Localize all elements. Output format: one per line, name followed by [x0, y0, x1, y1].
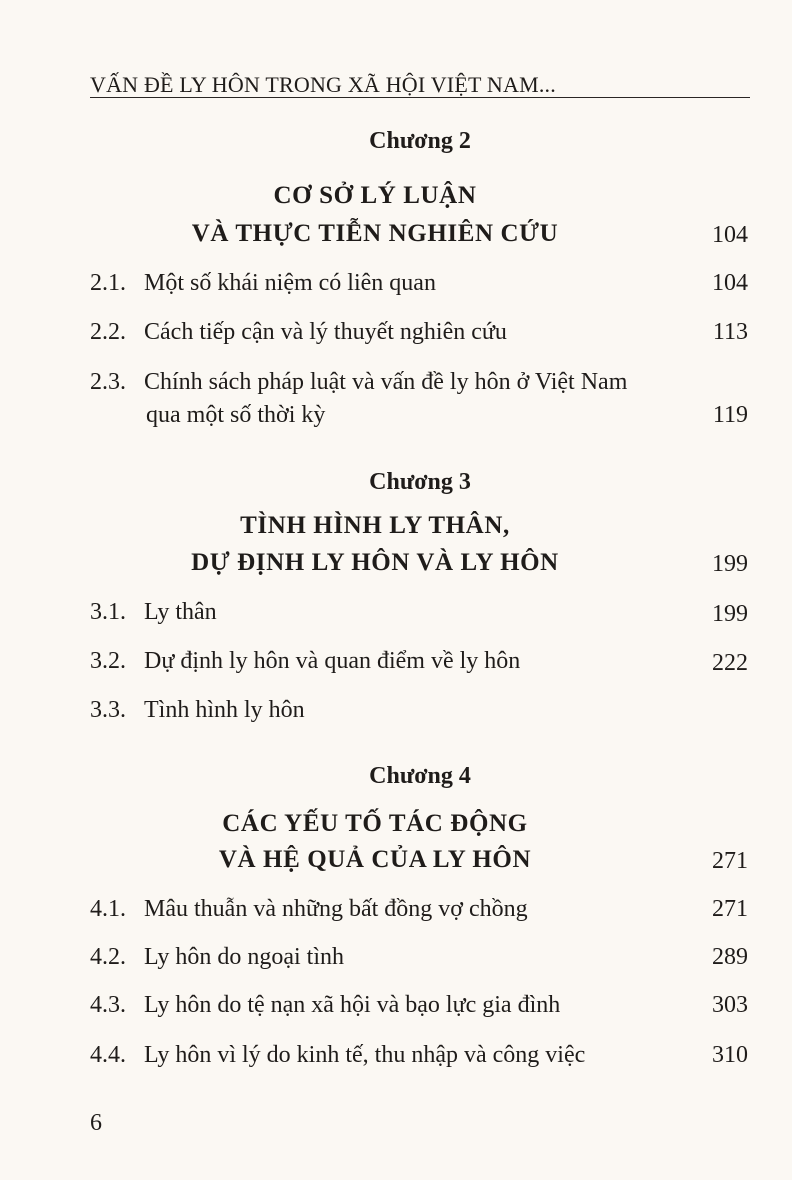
- entry-page: 271: [712, 896, 748, 922]
- chapter-2-page: 104: [712, 222, 748, 248]
- entry-title-continuation: qua một số thời kỳ: [146, 402, 326, 428]
- chapter-4-label: Chương 4: [369, 763, 471, 789]
- entry-page: 119: [712, 402, 748, 428]
- chapter-3-title-line2: DỰ ĐỊNH LY HÔN VÀ LY HÔN: [191, 549, 559, 576]
- header-rule: [90, 97, 750, 98]
- toc-entry: [90, 270, 436, 297]
- entry-page: 113: [712, 319, 748, 345]
- entry-number: 4.1.: [90, 896, 126, 922]
- entry-title: Ly hôn do tệ nạn xã hội và bạo lực gia đình: [144, 992, 561, 1018]
- entry-title: Ly hôn do ngoại tình: [144, 944, 344, 970]
- entry-page: 222: [712, 650, 748, 676]
- entry-page: 199: [712, 601, 748, 627]
- chapter-3-title-line1: TÌNH HÌNH LY THÂN,: [240, 512, 510, 539]
- toc-entry: [90, 697, 305, 724]
- entry-title: Dự định ly hôn và quan điểm về ly hôn: [144, 648, 521, 674]
- entry-number: 3.2.: [90, 648, 126, 674]
- entry-number: 2.1.: [90, 270, 126, 296]
- entry-page: 104: [712, 270, 748, 296]
- entry-title: Tình hình ly hôn: [144, 697, 305, 723]
- entry-page: 289: [712, 944, 748, 970]
- entry-title: Ly hôn vì lý do kinh tế, thu nhập và công việc: [144, 1042, 586, 1068]
- entry-number: 2.2.: [90, 319, 126, 345]
- toc-entry: [90, 319, 507, 346]
- entry-page: 303: [712, 992, 748, 1018]
- entry-title: Cách tiếp cận và lý thuyết nghiên cứu: [144, 319, 507, 345]
- toc-entry: [90, 896, 528, 923]
- toc-entry: [90, 992, 560, 1019]
- entry-page: 310: [712, 1042, 748, 1068]
- entry-title: Chính sách pháp luật và vấn đề ly hôn ở Việt Nam: [144, 369, 628, 395]
- entry-number: 3.1.: [90, 599, 126, 625]
- chapter-4-title-line2: VÀ HỆ QUẢ CỦA LY HÔN: [218, 846, 532, 873]
- toc-entry: [90, 944, 344, 971]
- chapter-3-label: Chương 3: [369, 469, 471, 495]
- chapter-2-title-line2: VÀ THỰC TIỄN NGHIÊN CỨU: [191, 220, 559, 247]
- chapter-3-page: 199: [712, 551, 748, 577]
- entry-title: Mâu thuẫn và những bất đồng vợ chồng: [144, 896, 528, 922]
- toc-entry: [90, 369, 627, 396]
- entry-number: 4.4.: [90, 1042, 126, 1068]
- entry-number: 4.3.: [90, 992, 126, 1018]
- chapter-4-title-line1: CÁC YẾU TỐ TÁC ĐỘNG: [222, 810, 528, 837]
- chapter-2-label: Chương 2: [369, 128, 471, 154]
- page-folio: 6: [90, 1110, 102, 1136]
- chapter-2-title-line1: CƠ SỞ LÝ LUẬN: [273, 182, 477, 209]
- entry-number: 4.2.: [90, 944, 126, 970]
- toc-entry: [90, 1042, 585, 1069]
- entry-title: Ly thân: [144, 599, 217, 625]
- entry-number: 3.3.: [90, 697, 126, 723]
- entry-number: 2.3.: [90, 369, 126, 395]
- entry-title: Một số khái niệm có liên quan: [144, 270, 436, 296]
- toc-entry: [90, 599, 217, 626]
- running-head: VẤN ĐỀ LY HÔN TRONG XÃ HỘI VIỆT NAM...: [90, 72, 556, 97]
- chapter-4-page: 271: [712, 848, 748, 874]
- toc-entry: [90, 648, 520, 675]
